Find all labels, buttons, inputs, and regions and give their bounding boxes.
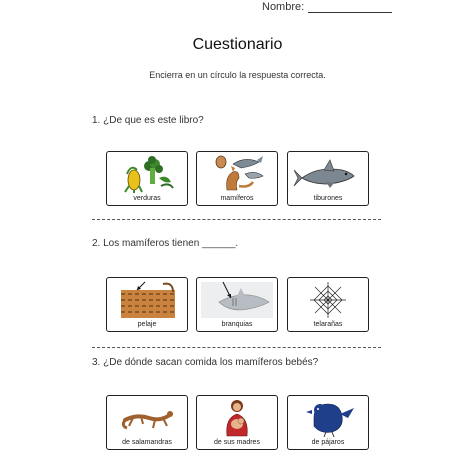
option-1b[interactable] bbox=[196, 151, 278, 206]
option-2a-label: pelaje bbox=[137, 321, 157, 328]
question-3: 3. ¿De dónde sacan comida los mamíferos bebés? bbox=[92, 357, 319, 368]
name-blank-line[interactable] bbox=[308, 1, 392, 13]
page-title: Cuestionario bbox=[192, 36, 283, 53]
option-1c-label: tiburones bbox=[313, 195, 343, 202]
option-2a[interactable] bbox=[106, 277, 188, 332]
option-3a[interactable] bbox=[106, 395, 188, 450]
option-1a-label: verduras bbox=[133, 195, 161, 202]
spiderweb-icon bbox=[288, 278, 368, 320]
salamander-icon bbox=[107, 396, 187, 438]
option-3b[interactable] bbox=[196, 395, 278, 450]
option-3a-label: de salamandras bbox=[122, 439, 172, 446]
option-1b-label: mamíferos bbox=[220, 195, 254, 202]
vegetables-icon bbox=[107, 152, 187, 194]
option-2c[interactable] bbox=[287, 277, 369, 332]
option-2c-label: telarañas bbox=[313, 321, 343, 328]
option-1a[interactable] bbox=[106, 151, 188, 206]
instructions: Encierra en un círculo la respuesta correcta. bbox=[149, 70, 326, 80]
option-3c[interactable] bbox=[287, 395, 369, 450]
gills-icon bbox=[197, 278, 277, 320]
question-1: 1. ¿De que es este libro? bbox=[92, 115, 204, 126]
option-2b[interactable] bbox=[196, 277, 278, 332]
mammals-icon bbox=[197, 152, 277, 194]
name-field[interactable] bbox=[262, 1, 392, 13]
bird-icon bbox=[288, 396, 368, 438]
option-3b-label: de sus madres bbox=[214, 439, 260, 446]
option-2b-label: branquias bbox=[221, 321, 253, 328]
option-3c-label: de pájaros bbox=[311, 439, 345, 446]
separator-1 bbox=[92, 219, 381, 220]
name-label: Nombre: bbox=[262, 1, 305, 13]
question-2: 2. Los mamíferos tienen ______. bbox=[92, 238, 239, 249]
shark-icon bbox=[288, 152, 368, 194]
fur-icon bbox=[107, 278, 187, 320]
mother-baby-icon bbox=[197, 396, 277, 438]
separator-2 bbox=[92, 347, 381, 348]
option-1c[interactable] bbox=[287, 151, 369, 206]
